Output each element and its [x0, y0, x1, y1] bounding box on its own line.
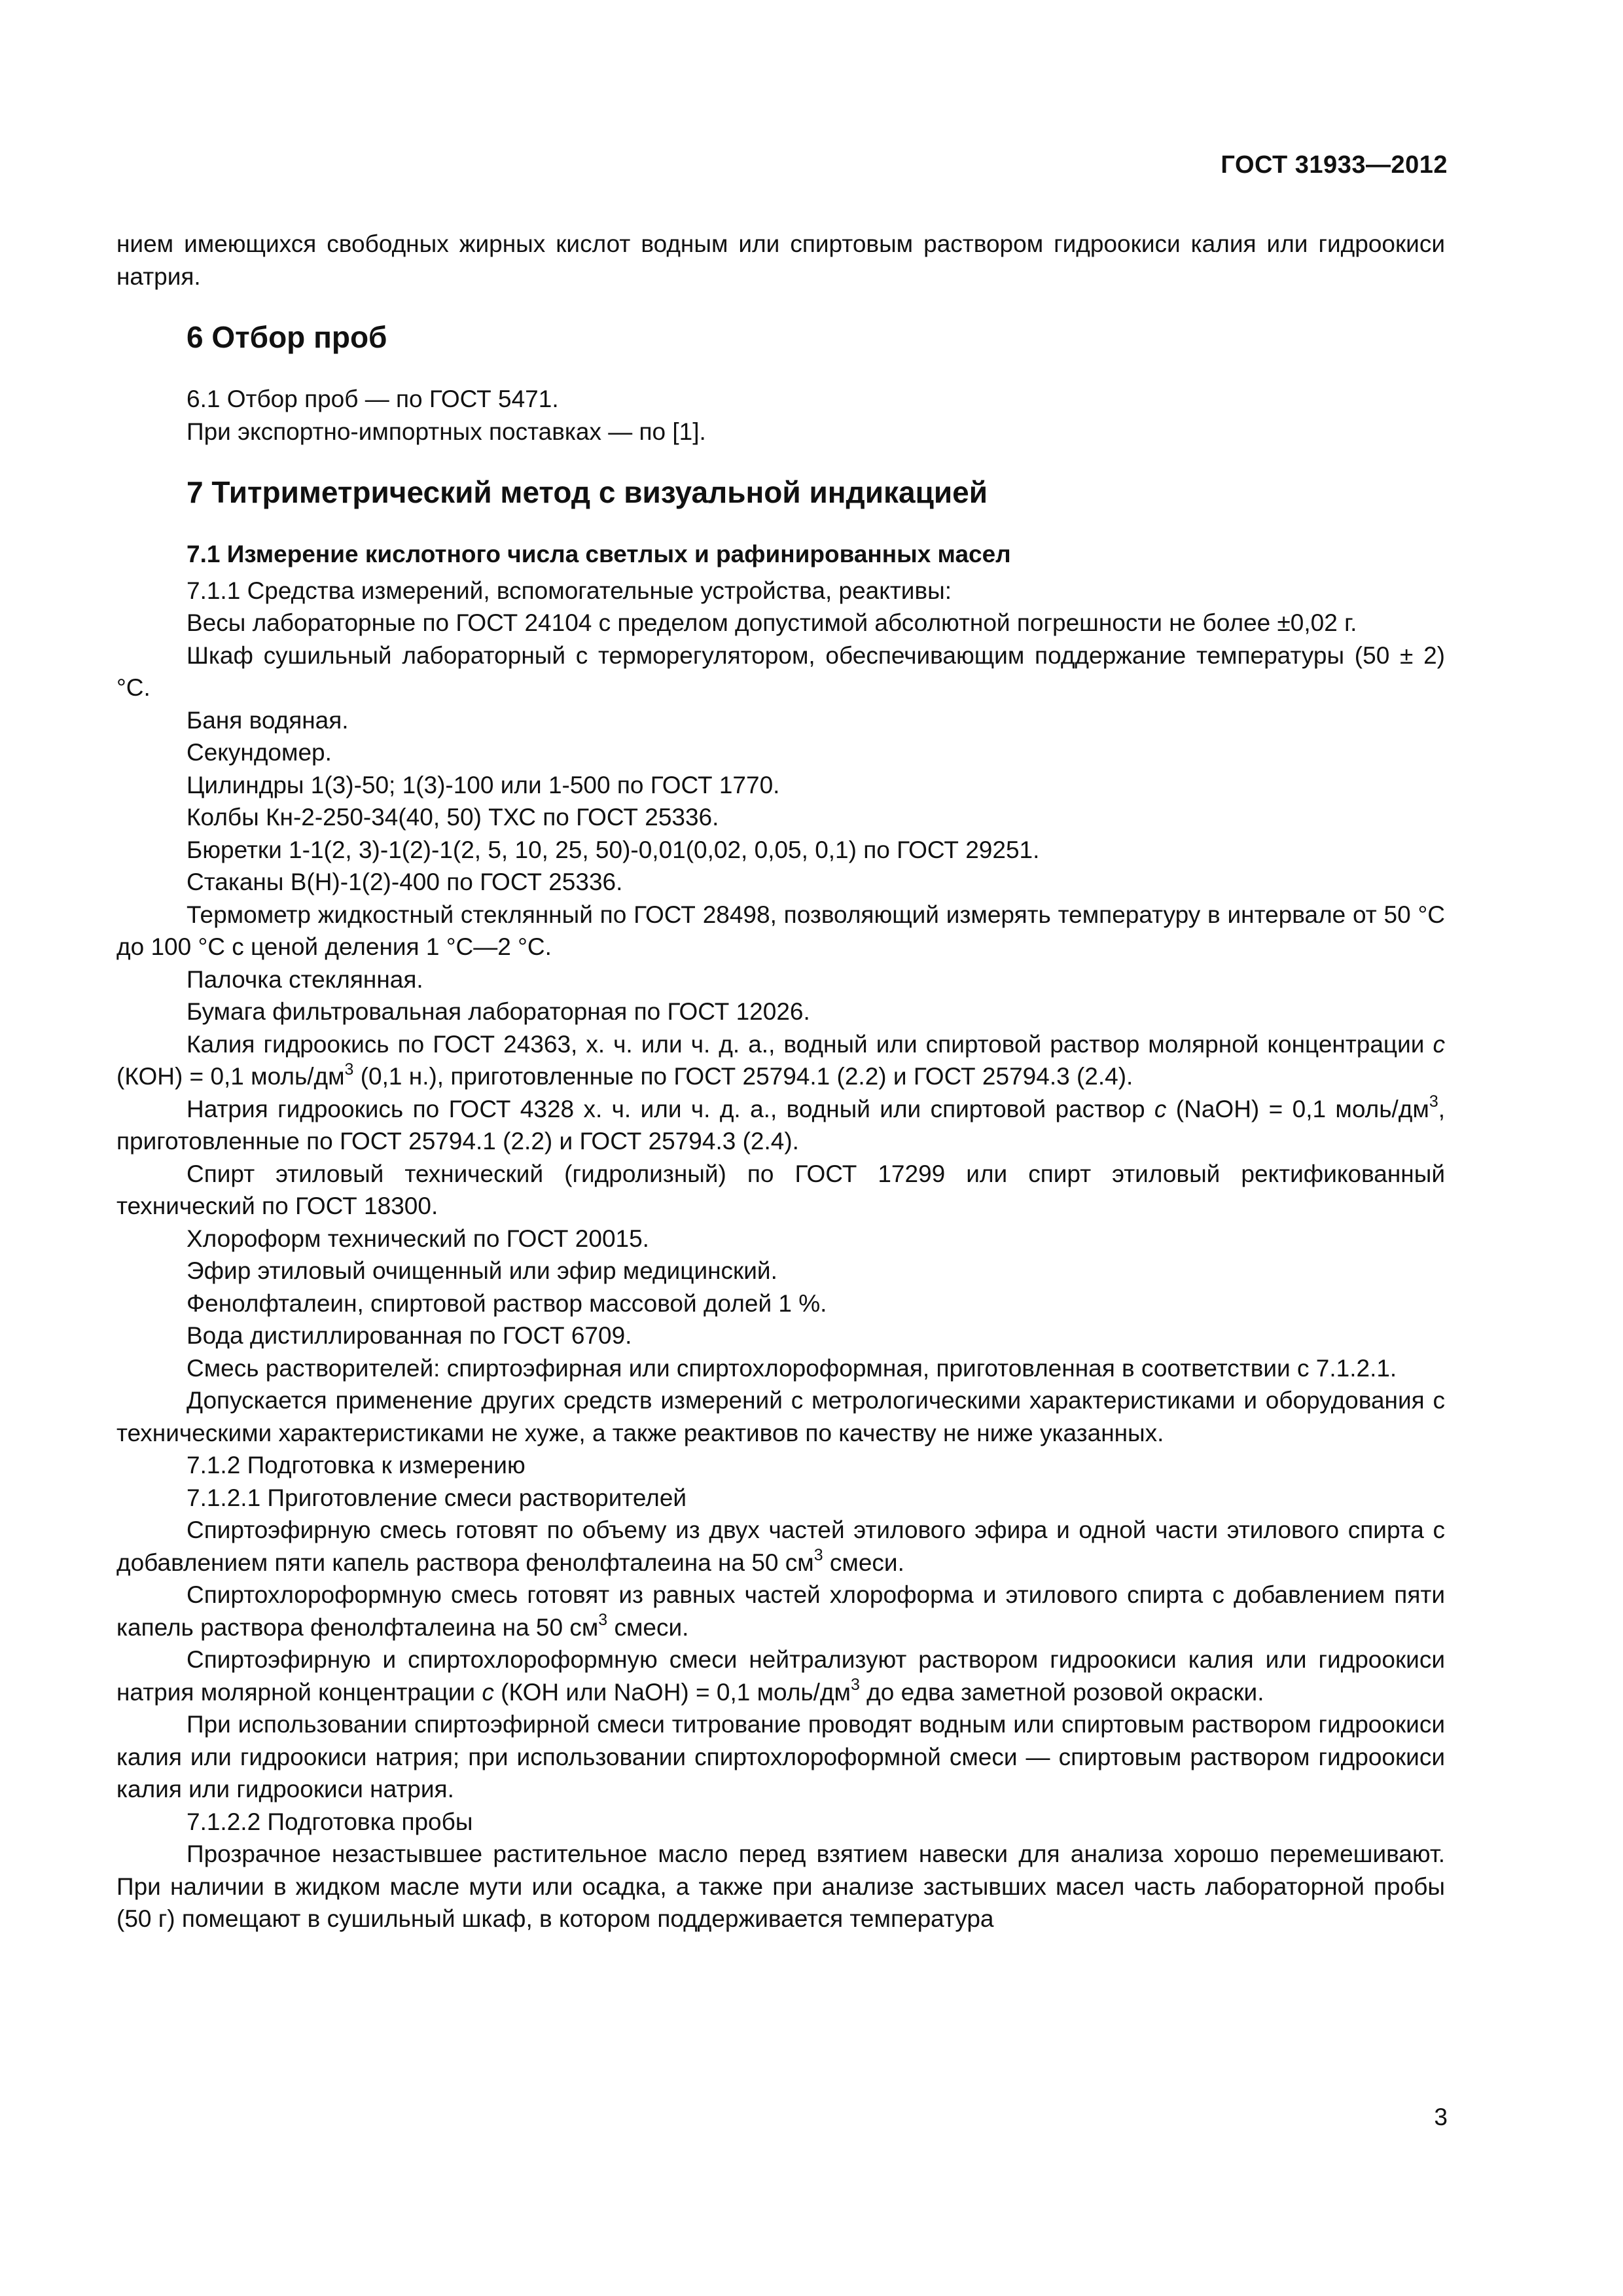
section-7-heading: 7 Титриметрический метод с визуальной индикацией [187, 475, 988, 509]
list-item: Эфир этиловый очищенный или эфир медицинский. [187, 1257, 777, 1284]
list-item: Палочка стеклянная. [187, 965, 423, 993]
section-6-heading: 6 Отбор проб [187, 320, 387, 354]
page-number: 3 [1434, 2104, 1448, 2130]
list-item: Баня водяная. [187, 706, 349, 734]
list-item: Колбы Кн-2-250-34(40, 50) ТХС по ГОСТ 25336. [187, 804, 719, 831]
list-item: Весы лабораторные по ГОСТ 24104 с пределом допустимой абсолютной погрешности не более ±0,02 г. [187, 609, 1357, 636]
clause-7-1-2-1: 7.1.2.1 Приготовление смеси растворителей [187, 1484, 687, 1511]
clause-7-1-2: 7.1.2 Подготовка к измерению [187, 1452, 526, 1479]
list-item: Секундомер. [187, 739, 332, 766]
mix-chloroform-paragraph: Спиртохлороформную смесь готовят из равных частей хлороформа и этилового спирта с добавлением пяти капель раствора фенолфталеина на 50 $см^3$ смеси. [116, 1581, 1445, 1641]
clause-6-1-export: При экспортно-импортных поставках — по [1]. [187, 418, 706, 445]
mix-neutralize-paragraph: Спиртоэфирную и спиртохлороформную смеси нейтрализуют раствором гидроокиси калия или гидроокиси натрия молярной концентрации с (КОН или NaOH) = 0,1 моль/$дм^3$ до едва заметной розовой окраски. [116, 1646, 1445, 1706]
clause-6-1: 6.1 Отбор проб — по ГОСТ 5471. [187, 386, 559, 412]
sample-prep-paragraph: Прозрачное незастывшее растительное масло перед взятием навески для анализа хорошо перемешивают. При наличии в жидком масле мути или осадка, а также при анализе застывших масел часть лабораторной пробы (50 г) помещают в сушильный шкаф, в котором поддерживается температура [116, 1840, 1445, 1932]
list-item: Термометр жидкостный стеклянный по ГОСТ 28498, позволяющий измерять температуру в интервале от 50 °С до 100 °С с ценой деления 1 °С—2 °С. [116, 901, 1445, 960]
list-item: Фенолфталеин, спиртовой раствор массовой долей 1 %. [187, 1289, 827, 1317]
clause-7-1-1: 7.1.1 Средства измерений, вспомогательные устройства, реактивы: [187, 577, 952, 604]
clause-7-1-2-2: 7.1.2.2 Подготовка пробы [187, 1808, 473, 1835]
page-body [116, 228, 1445, 1935]
list-item: Допускается применение других средств измерений с метрологическими характеристиками и оборудования с техническими характеристиками не хуже, а также реактивов по качеству не ниже указанных. [116, 1387, 1445, 1446]
section-7-1-heading: 7.1 Измерение кислотного числа светлых и рафинированных масел [187, 541, 1011, 567]
mix-titration-paragraph: При использовании спиртоэфирной смеси титрование проводят водным или спиртовым раствором гидроокиси калия или гидроокиси натрия; при использовании спиртохлороформной смеси — спиртовым раствором гидроокиси калия или гидроокиси натрия. [116, 1711, 1445, 1803]
koh-reagent: Калия гидроокись по ГОСТ 24363, х. ч. или ч. д. а., водный или спиртовой раствор молярной концентрации с (КОН) = 0,1 моль/$дм^3$ (0,1 н.), приготовленные по ГОСТ 25794.1 (2.2) и ГОСТ 25794.3 (2.4). [116, 1030, 1445, 1090]
list-item: Цилиндры 1(3)-50; 1(3)-100 или 1-500 по ГОСТ 1770. [187, 771, 780, 798]
list-item: Смесь растворителей: спиртоэфирная или спиртохлороформная, приготовленная в соответствии с 7.1.2.1. [187, 1354, 1397, 1382]
list-item: Бюретки 1-1(2, 3)-1(2)-1(2, 5, 10, 25, 50)-0,01(0,02, 0,05, 0,1) по ГОСТ 29251. [187, 836, 1040, 863]
list-item: Спирт этиловый технический (гидролизный) по ГОСТ 17299 или спирт этиловый ректификованный технический по ГОСТ 18300. [116, 1160, 1445, 1219]
list-item: Хлороформ технический по ГОСТ 20015. [187, 1225, 649, 1252]
list-item: Стаканы В(Н)-1(2)-400 по ГОСТ 25336. [187, 869, 623, 895]
list-item: Бумага фильтровальная лабораторная по ГОСТ 12026. [187, 998, 810, 1025]
mix-ether-paragraph: Спиртоэфирную смесь готовят по объему из двух частей этилового эфира и одной части этилового спирта с добавлением пяти капель раствора фенолфталеина на 50 $см^3$ смеси. [116, 1516, 1445, 1576]
standard-code-header: ГОСТ 31933—2012 [1221, 151, 1448, 179]
lead-paragraph: нием имеющихся свободных жирных кислот водным или спиртовым раствором гидроокиси калия или гидроокиси натрия. [116, 230, 1445, 290]
naoh-reagent: Натрия гидроокись по ГОСТ 4328 х. ч. или ч. д. а., водный или спиртовой раствор с (NaOH) = 0,1 моль/$дм^3$, приготовленные по ГОСТ 25794.1 (2.2) и ГОСТ 25794.3 (2.4). [116, 1092, 1445, 1155]
list-item: Вода дистиллированная по ГОСТ 6709. [187, 1322, 632, 1349]
list-item: Шкаф сушильный лабораторный с терморегулятором, обеспечивающим поддержание температуры (50 ± 2) °С. [116, 641, 1445, 701]
